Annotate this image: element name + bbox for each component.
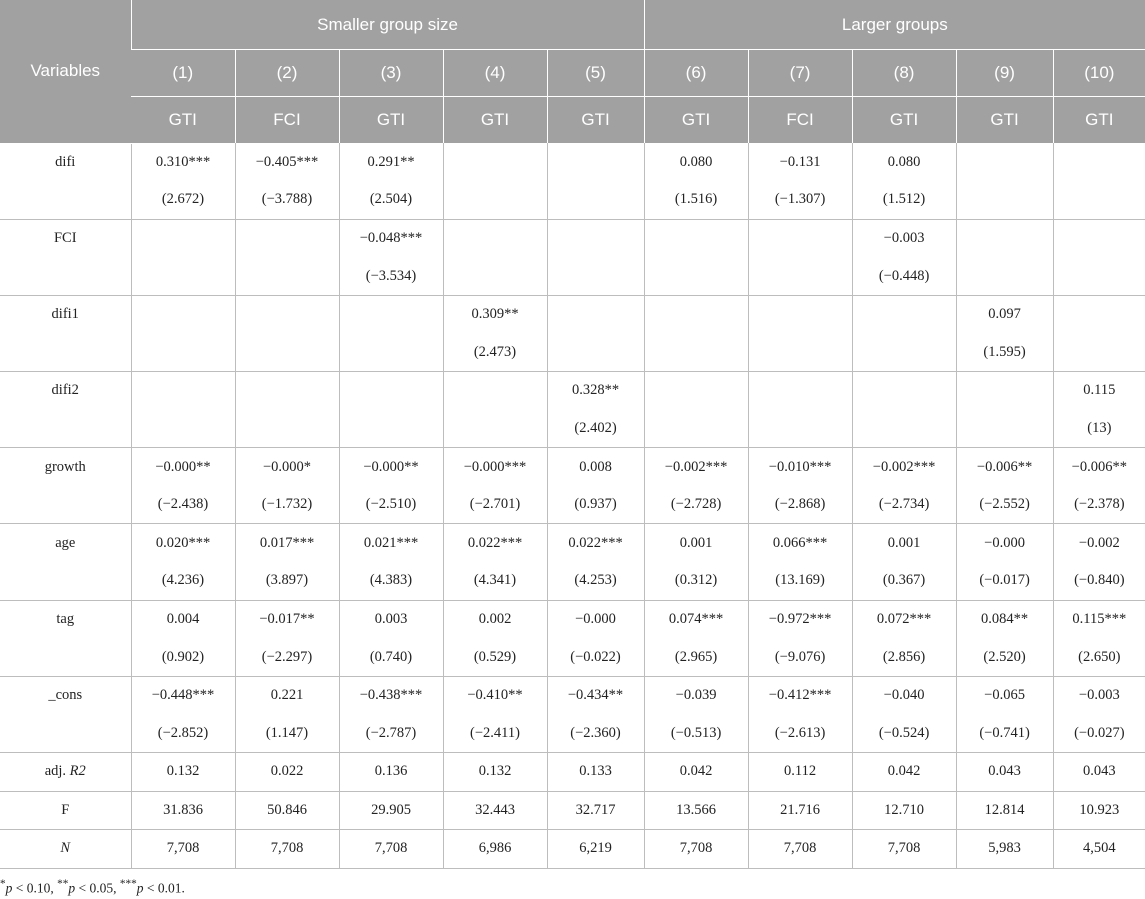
coefficient-row xyxy=(0,524,1145,562)
coefficient-cell: −0.412*** xyxy=(748,676,852,714)
coefficient-cell: −0.000 xyxy=(547,600,644,638)
t-stat-cell: (−2.852) xyxy=(131,714,235,752)
coefficient-cell: 0.017*** xyxy=(235,524,339,562)
coefficient-row xyxy=(0,219,1145,257)
table-header xyxy=(0,0,1145,143)
coefficient-cell xyxy=(339,295,443,333)
t-stat-cell: (4.383) xyxy=(339,562,443,600)
t-stat-row xyxy=(0,257,1145,295)
t-stat-cell xyxy=(748,257,852,295)
t-stat-cell: (−2.411) xyxy=(443,714,547,752)
dependent-variable: GTI xyxy=(644,97,748,144)
column-number: (6) xyxy=(644,50,748,97)
variable-label: FCI xyxy=(53,229,77,246)
dependent-variable: GTI xyxy=(1053,97,1145,144)
t-stat-cell: (1.512) xyxy=(852,181,956,219)
coefficient-cell: 0.022*** xyxy=(547,524,644,562)
t-stat-cell: (2.856) xyxy=(852,638,956,676)
coefficient-cell: 0.080 xyxy=(852,143,956,181)
stat-value-cell: 0.022 xyxy=(235,753,339,792)
variable-label: _cons xyxy=(48,687,83,704)
coefficient-cell: −0.438*** xyxy=(339,676,443,714)
column-number: (3) xyxy=(339,50,443,97)
t-stat-cell: (1.147) xyxy=(235,714,339,752)
t-stat-cell: (−2.701) xyxy=(443,486,547,524)
note-var-2: p xyxy=(68,880,76,896)
coefficient-cell: 0.115*** xyxy=(1053,600,1145,638)
variable-label: difi1 xyxy=(51,306,79,323)
coefficient-cell xyxy=(644,295,748,333)
coefficient-cell: −0.000 xyxy=(956,524,1053,562)
t-stat-cell: (2.672) xyxy=(131,181,235,219)
column-number: (8) xyxy=(852,50,956,97)
t-stat-cell: (0.367) xyxy=(852,562,956,600)
t-stat-row xyxy=(0,333,1145,371)
stat-label-prefix: adj. xyxy=(44,763,70,780)
column-number-row xyxy=(0,50,1145,97)
note-text-2: < 0.05, xyxy=(75,880,120,896)
variable-label: growth xyxy=(44,458,86,475)
stat-value-cell: 0.132 xyxy=(443,753,547,792)
coefficient-cell: −0.000*** xyxy=(443,448,547,486)
coefficient-cell: −0.002 xyxy=(1053,524,1145,562)
coefficient-cell: −0.000** xyxy=(339,448,443,486)
dependent-variable: GTI xyxy=(956,97,1053,144)
t-stat-cell xyxy=(1053,333,1145,371)
stat-value-cell: 32.443 xyxy=(443,791,547,830)
variable-label-empty xyxy=(0,257,131,295)
coefficient-cell xyxy=(1053,219,1145,257)
coefficient-cell: −0.434** xyxy=(547,676,644,714)
stat-row xyxy=(0,830,1145,869)
coefficient-cell: −0.002*** xyxy=(852,448,956,486)
column-number: (9) xyxy=(956,50,1053,97)
note-text-1: < 0.10, xyxy=(12,880,58,896)
t-stat-cell: (−1.732) xyxy=(235,486,339,524)
coefficient-cell xyxy=(852,372,956,410)
t-stat-cell: (−2.734) xyxy=(852,486,956,524)
coefficient-cell xyxy=(956,372,1053,410)
coefficient-cell: 0.008 xyxy=(547,448,644,486)
coefficient-cell xyxy=(547,295,644,333)
group-header-smaller: Smaller group size xyxy=(131,0,644,50)
t-stat-cell xyxy=(235,410,339,448)
coefficient-cell: 0.022*** xyxy=(443,524,547,562)
t-stat-cell: (−0.017) xyxy=(956,562,1053,600)
coefficient-cell: 0.003 xyxy=(339,600,443,638)
column-number: (4) xyxy=(443,50,547,97)
stat-value-cell: 6,986 xyxy=(443,830,547,869)
variable-label-empty xyxy=(0,410,131,448)
t-stat-cell xyxy=(131,410,235,448)
t-stat-cell: (−2.728) xyxy=(644,486,748,524)
coefficient-cell: −0.065 xyxy=(956,676,1053,714)
stat-value-cell: 0.043 xyxy=(1053,753,1145,792)
coefficient-cell xyxy=(852,295,956,333)
stat-value-cell: 0.043 xyxy=(956,753,1053,792)
stat-label-italic: N xyxy=(60,840,71,857)
t-stat-cell xyxy=(131,333,235,371)
coefficient-cell xyxy=(956,143,1053,181)
column-number: (7) xyxy=(748,50,852,97)
t-stat-cell: (−0.741) xyxy=(956,714,1053,752)
coefficient-cell: −0.040 xyxy=(852,676,956,714)
t-stat-row xyxy=(0,562,1145,600)
t-stat-cell xyxy=(644,333,748,371)
t-stat-cell xyxy=(235,333,339,371)
t-stat-cell xyxy=(852,333,956,371)
coefficient-row xyxy=(0,295,1145,333)
t-stat-cell: (1.516) xyxy=(644,181,748,219)
t-stat-cell: (−0.513) xyxy=(644,714,748,752)
stat-value-cell: 6,219 xyxy=(547,830,644,869)
coefficient-cell: −0.405*** xyxy=(235,143,339,181)
t-stat-cell: (−2.438) xyxy=(131,486,235,524)
coefficient-cell xyxy=(235,219,339,257)
t-stat-cell: (2.520) xyxy=(956,638,1053,676)
stat-value-cell: 21.716 xyxy=(748,791,852,830)
coefficient-cell: −0.410** xyxy=(443,676,547,714)
coefficient-cell xyxy=(956,219,1053,257)
note-var-3: p xyxy=(136,880,144,896)
t-stat-cell xyxy=(852,410,956,448)
stat-value-cell: 7,708 xyxy=(235,830,339,869)
stat-value-cell: 0.042 xyxy=(644,753,748,792)
t-stat-cell: (−0.840) xyxy=(1053,562,1145,600)
t-stat-cell xyxy=(956,410,1053,448)
t-stat-cell xyxy=(748,333,852,371)
t-stat-cell: (−2.378) xyxy=(1053,486,1145,524)
note-sym-3: *** xyxy=(119,878,137,890)
coefficient-row xyxy=(0,372,1145,410)
t-stat-cell: (2.402) xyxy=(547,410,644,448)
t-stat-cell: (1.595) xyxy=(956,333,1053,371)
column-number: (1) xyxy=(131,50,235,97)
coefficient-cell xyxy=(131,372,235,410)
coefficient-cell: 0.001 xyxy=(852,524,956,562)
variable-label-empty xyxy=(0,181,131,219)
stat-label xyxy=(0,830,131,869)
coefficient-cell: −0.048*** xyxy=(339,219,443,257)
t-stat-cell: (13.169) xyxy=(748,562,852,600)
t-stat-cell: (−0.524) xyxy=(852,714,956,752)
coefficient-cell xyxy=(644,219,748,257)
variable-label: age xyxy=(55,534,76,551)
variable-label: tag xyxy=(56,610,75,627)
coefficient-cell xyxy=(547,143,644,181)
coefficient-cell xyxy=(443,143,547,181)
stat-value-cell: 5,983 xyxy=(956,830,1053,869)
coefficient-cell: −0.003 xyxy=(852,219,956,257)
t-stat-cell: (4.236) xyxy=(131,562,235,600)
t-stat-cell xyxy=(956,257,1053,295)
stat-value-cell: 29.905 xyxy=(339,791,443,830)
table-body xyxy=(0,143,1145,868)
t-stat-cell: (−2.360) xyxy=(547,714,644,752)
t-stat-cell: (−9.076) xyxy=(748,638,852,676)
t-stat-cell: (2.473) xyxy=(443,333,547,371)
t-stat-cell xyxy=(1053,181,1145,219)
coefficient-cell xyxy=(443,219,547,257)
dependent-variable: FCI xyxy=(235,97,339,144)
coefficient-cell: −0.006** xyxy=(1053,448,1145,486)
coefficient-cell xyxy=(131,295,235,333)
variable-label-empty xyxy=(0,638,131,676)
t-stat-cell xyxy=(443,257,547,295)
coefficient-cell xyxy=(235,372,339,410)
coefficient-cell: −0.006** xyxy=(956,448,1053,486)
variable-label: difi2 xyxy=(51,382,79,399)
t-stat-cell: (−2.510) xyxy=(339,486,443,524)
t-stat-cell: (−2.552) xyxy=(956,486,1053,524)
coefficient-cell xyxy=(235,295,339,333)
t-stat-cell xyxy=(1053,257,1145,295)
coefficient-cell: −0.002*** xyxy=(644,448,748,486)
t-stat-cell: (4.341) xyxy=(443,562,547,600)
coefficient-cell: 0.328** xyxy=(547,372,644,410)
t-stat-cell xyxy=(644,257,748,295)
dependent-variable: FCI xyxy=(748,97,852,144)
coefficient-cell: 0.002 xyxy=(443,600,547,638)
stat-value-cell: 10.923 xyxy=(1053,791,1145,830)
t-stat-cell: (−1.307) xyxy=(748,181,852,219)
t-stat-row xyxy=(0,486,1145,524)
stat-value-cell: 0.042 xyxy=(852,753,956,792)
t-stat-cell xyxy=(748,410,852,448)
dependent-variable-row xyxy=(0,97,1145,144)
stat-label xyxy=(0,791,131,830)
t-stat-cell: (0.312) xyxy=(644,562,748,600)
t-stat-cell xyxy=(956,181,1053,219)
t-stat-cell: (−3.788) xyxy=(235,181,339,219)
stat-value-cell: 0.112 xyxy=(748,753,852,792)
coefficient-cell: 0.004 xyxy=(131,600,235,638)
coefficient-cell xyxy=(131,219,235,257)
stat-row xyxy=(0,791,1145,830)
t-stat-row xyxy=(0,410,1145,448)
t-stat-cell: (0.937) xyxy=(547,486,644,524)
t-stat-cell xyxy=(131,257,235,295)
t-stat-row xyxy=(0,638,1145,676)
t-stat-cell xyxy=(644,410,748,448)
variable-label: difi xyxy=(55,153,76,170)
t-stat-cell: (13) xyxy=(1053,410,1145,448)
t-stat-cell xyxy=(547,257,644,295)
coefficient-cell xyxy=(748,372,852,410)
variable-label-empty xyxy=(0,333,131,371)
stat-value-cell: 7,708 xyxy=(644,830,748,869)
t-stat-cell: (3.897) xyxy=(235,562,339,600)
significance-note xyxy=(0,878,185,897)
dependent-variable: GTI xyxy=(852,97,956,144)
stat-value-cell: 13.566 xyxy=(644,791,748,830)
t-stat-row xyxy=(0,181,1145,219)
coefficient-cell xyxy=(1053,295,1145,333)
t-stat-cell: (0.529) xyxy=(443,638,547,676)
coefficient-cell: −0.448*** xyxy=(131,676,235,714)
coefficient-cell xyxy=(339,372,443,410)
t-stat-cell: (−3.534) xyxy=(339,257,443,295)
coefficient-cell: 0.080 xyxy=(644,143,748,181)
coefficient-cell xyxy=(748,295,852,333)
t-stat-cell: (2.650) xyxy=(1053,638,1145,676)
stat-value-cell: 0.132 xyxy=(131,753,235,792)
note-sym-2: ** xyxy=(57,878,69,890)
stat-value-cell: 7,708 xyxy=(852,830,956,869)
dependent-variable: GTI xyxy=(547,97,644,144)
coefficient-cell: 0.310*** xyxy=(131,143,235,181)
t-stat-cell: (−0.448) xyxy=(852,257,956,295)
coefficient-cell: −0.000** xyxy=(131,448,235,486)
t-stat-cell: (−2.868) xyxy=(748,486,852,524)
coefficient-cell: −0.000* xyxy=(235,448,339,486)
t-stat-cell: (−2.613) xyxy=(748,714,852,752)
column-number: (10) xyxy=(1053,50,1145,97)
dependent-variable: GTI xyxy=(339,97,443,144)
coefficient-row xyxy=(0,143,1145,181)
coefficient-cell: 0.072*** xyxy=(852,600,956,638)
coefficient-cell: 0.001 xyxy=(644,524,748,562)
variable-label-empty xyxy=(0,562,131,600)
stat-value-cell: 7,708 xyxy=(131,830,235,869)
stat-value-cell: 12.710 xyxy=(852,791,956,830)
t-stat-cell: (2.965) xyxy=(644,638,748,676)
t-stat-cell xyxy=(547,181,644,219)
coefficient-cell: 0.084** xyxy=(956,600,1053,638)
coefficient-cell: 0.074*** xyxy=(644,600,748,638)
stat-value-cell: 32.717 xyxy=(547,791,644,830)
t-stat-cell xyxy=(235,257,339,295)
column-number: (2) xyxy=(235,50,339,97)
coefficient-cell: 0.020*** xyxy=(131,524,235,562)
t-stat-cell: (4.253) xyxy=(547,562,644,600)
stat-value-cell: 50.846 xyxy=(235,791,339,830)
note-var-1: p xyxy=(5,880,13,896)
coefficient-cell: −0.131 xyxy=(748,143,852,181)
stat-label xyxy=(0,753,131,792)
t-stat-cell: (−2.297) xyxy=(235,638,339,676)
stat-row xyxy=(0,753,1145,792)
stat-value-cell: 12.814 xyxy=(956,791,1053,830)
variable-label-empty xyxy=(0,486,131,524)
t-stat-cell xyxy=(339,333,443,371)
t-stat-cell xyxy=(547,333,644,371)
stat-value-cell: 0.133 xyxy=(547,753,644,792)
dependent-variable: GTI xyxy=(131,97,235,144)
stat-value-cell: 31.836 xyxy=(131,791,235,830)
group-header-larger: Larger groups xyxy=(644,0,1145,50)
stat-value-cell: 4,504 xyxy=(1053,830,1145,869)
stat-value-cell: 7,708 xyxy=(748,830,852,869)
dependent-variable: GTI xyxy=(443,97,547,144)
coefficient-cell xyxy=(1053,143,1145,181)
coefficient-cell xyxy=(644,372,748,410)
variable-label-empty xyxy=(0,714,131,752)
coefficient-cell: −0.972*** xyxy=(748,600,852,638)
coefficient-cell: −0.017** xyxy=(235,600,339,638)
coefficient-row xyxy=(0,448,1145,486)
t-stat-cell: (−2.787) xyxy=(339,714,443,752)
coefficient-cell: 0.097 xyxy=(956,295,1053,333)
coefficient-cell xyxy=(748,219,852,257)
t-stat-cell: (0.902) xyxy=(131,638,235,676)
variables-header: Variables xyxy=(0,0,131,143)
coefficient-row xyxy=(0,600,1145,638)
coefficient-cell xyxy=(547,219,644,257)
stat-value-cell: 0.136 xyxy=(339,753,443,792)
stat-label-italic: R2 xyxy=(69,763,86,780)
column-number: (5) xyxy=(547,50,644,97)
t-stat-cell xyxy=(443,410,547,448)
stat-label-plain: F xyxy=(61,801,70,818)
coefficient-cell: 0.309** xyxy=(443,295,547,333)
t-stat-cell: (2.504) xyxy=(339,181,443,219)
coefficient-cell: −0.010*** xyxy=(748,448,852,486)
t-stat-cell xyxy=(339,410,443,448)
t-stat-cell: (−0.022) xyxy=(547,638,644,676)
coefficient-cell: 0.021*** xyxy=(339,524,443,562)
t-stat-row xyxy=(0,714,1145,752)
t-stat-cell: (0.740) xyxy=(339,638,443,676)
note-sym-1: * xyxy=(0,878,6,890)
coefficient-cell: 0.115 xyxy=(1053,372,1145,410)
coefficient-cell: −0.039 xyxy=(644,676,748,714)
coefficient-cell: 0.291** xyxy=(339,143,443,181)
coefficient-cell: 0.221 xyxy=(235,676,339,714)
coefficient-row xyxy=(0,676,1145,714)
coefficient-cell: 0.066*** xyxy=(748,524,852,562)
coefficient-cell xyxy=(443,372,547,410)
note-text-3: < 0.01. xyxy=(143,880,185,896)
t-stat-cell: (−0.027) xyxy=(1053,714,1145,752)
t-stat-cell xyxy=(443,181,547,219)
coefficient-cell: −0.003 xyxy=(1053,676,1145,714)
stat-value-cell: 7,708 xyxy=(339,830,443,869)
